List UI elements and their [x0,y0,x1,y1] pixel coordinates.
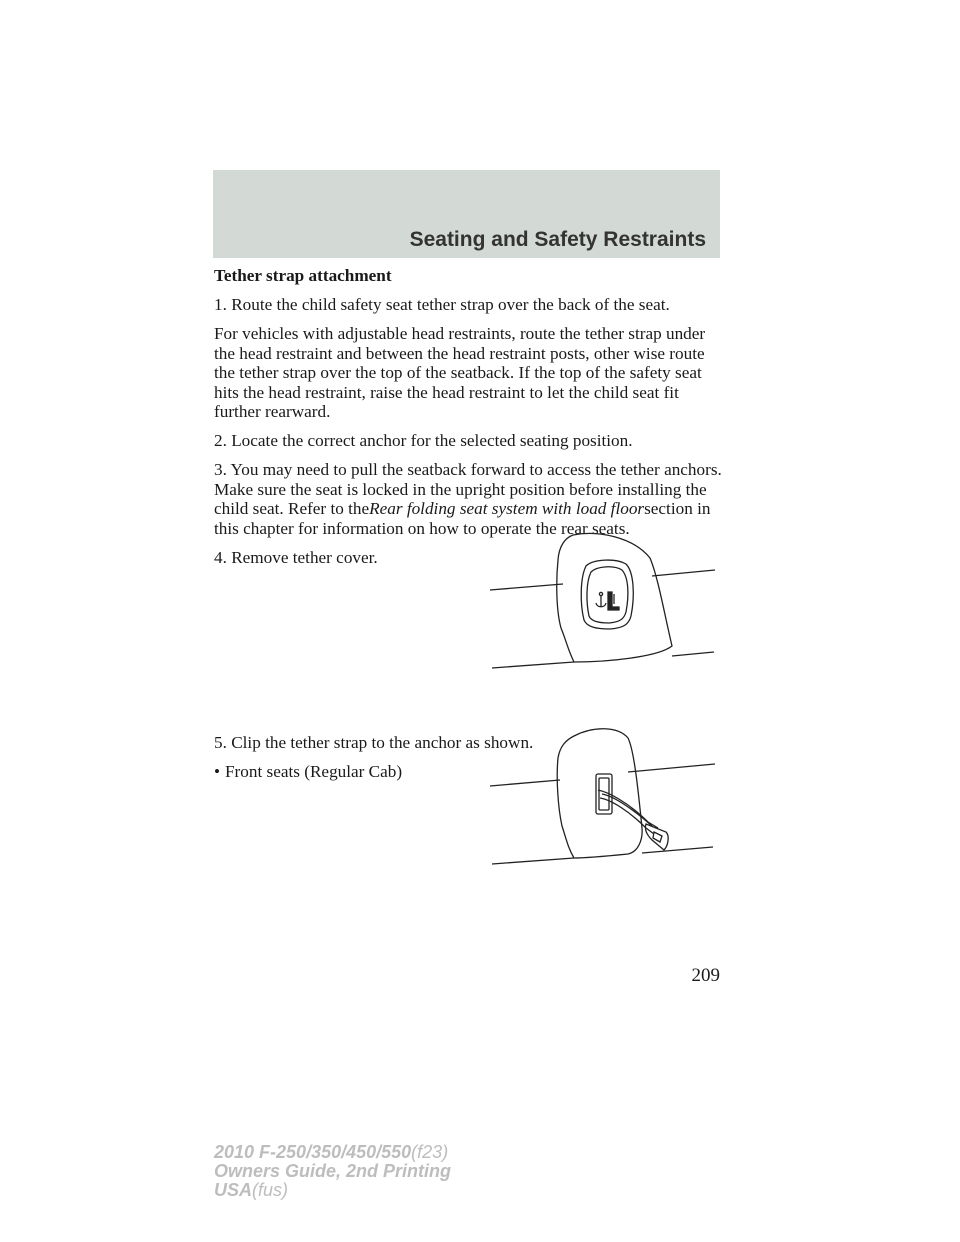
step-4: 4. Remove tether cover. [214,547,378,567]
footer-region: USA [214,1180,253,1200]
step-2: 2. Locate the correct anchor for the selected seating position. [214,431,633,450]
header-band [213,170,720,258]
section-title: Seating and Safety Restraints [409,228,706,251]
step-3-text-continued: section in this chapter for information on how to operate the rear seats. [214,499,711,538]
footer-region-code: (fus) [252,1180,289,1200]
footer-model-code: (f23) [411,1142,449,1162]
child-seat-anchor-icon [596,592,619,610]
footer-guide: Owners Guide, 2nd Printing [214,1161,452,1181]
footer-model-line [214,1143,451,1162]
step-5: 5. Clip the tether strap to the anchor as shown. [214,733,534,752]
step-1: 1. Route the child safety seat tether strap over the back of the seat. [214,295,670,314]
step-3-text: 3. You may need to pull the seatback forward to access the tether anchors. Make sure the seat is locked in the upright position before installing the child seat. Refer to the [214,460,722,518]
footer-region-line [214,1181,451,1200]
tether-cover-illustration [488,532,718,672]
step-3-section-reference: Rear folding seat system with load floor [369,499,645,518]
bullet-icon: • [214,762,221,781]
subsection-heading: Tether strap attachment [214,266,392,285]
body-text [214,266,729,782]
step-3 [214,460,729,538]
tether-anchor-illustration [488,728,718,876]
page-number: 209 [691,965,720,986]
footer-model: 2010 F-250/350/450/550 [214,1142,412,1162]
step-1-detail: For vehicles with adjustable head restraints, route the tether strap under the head restraint and between the head restraint posts, other wise route the tether strap over the top of the seatback. If the top of the safety seat hits the head restraint, raise the head restraint to let the child seat fit further rearward. [214,324,706,421]
list-item-label: Front seats (Regular Cab) [225,762,403,781]
footer [214,1143,451,1200]
